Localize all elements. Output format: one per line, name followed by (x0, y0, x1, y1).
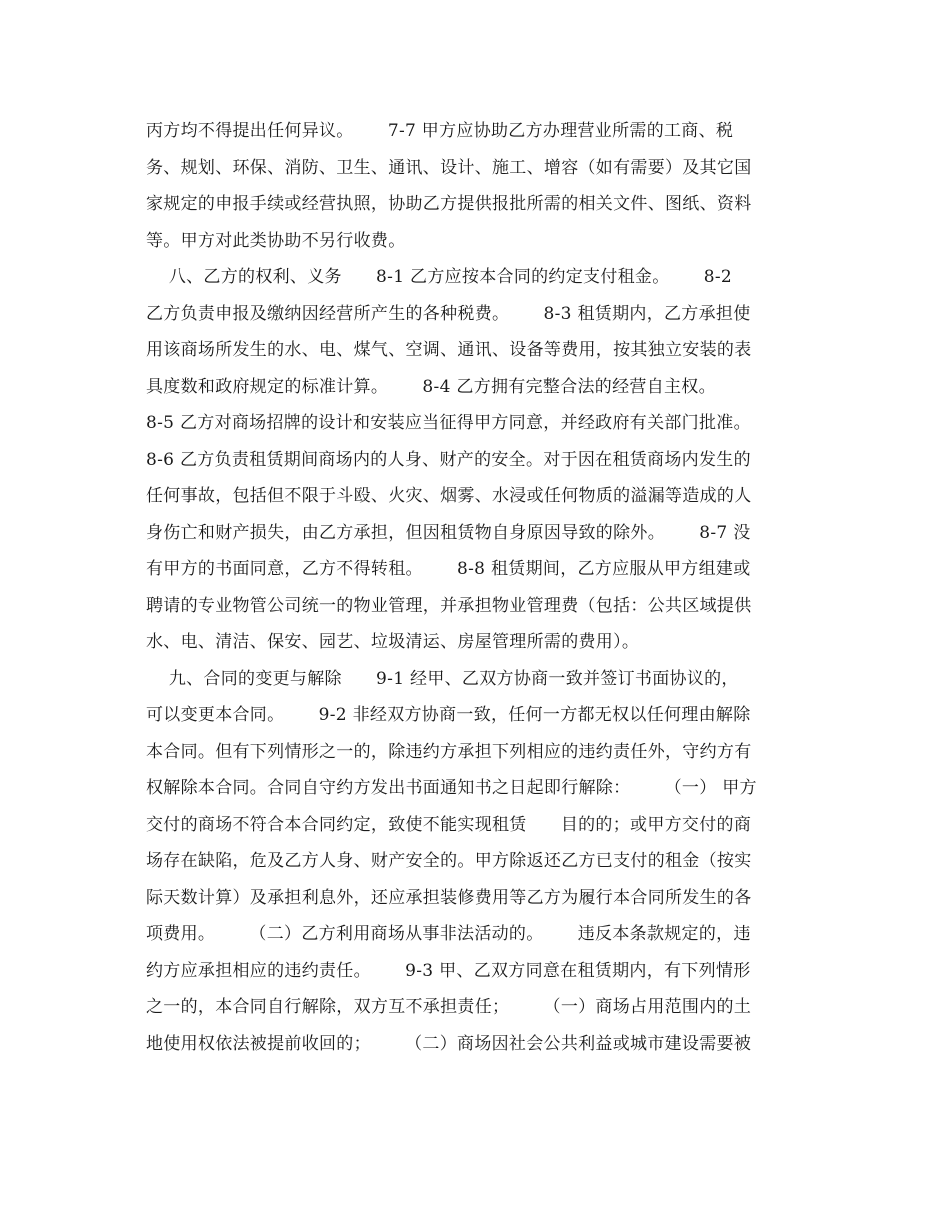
text-line: 约方应承担相应的违约责任。 9-3 甲、乙双方同意在租赁期内，有下列情形 (146, 960, 751, 981)
text-line: 身伤亡和财产损失，由乙方承担，但因租赁物自身原因导致的除外。 8-7 没 (146, 522, 751, 543)
section-9-heading-line: 九、合同的变更与解除 9-1 经甲、乙双方协商一致并签订书面协议的， (146, 668, 739, 689)
section-8-heading-line: 八、乙方的权利、义务 8-1 乙方应按本合同的约定支付租金。 8-2 (146, 267, 733, 287)
text-line: 地使用权依法被提前收回的； （二）商场因社会公共利益或城市建设需要被 (146, 1033, 752, 1054)
text-line: 交付的商场不符合本合同约定，致使不能实现租赁 目的的；或甲方交付的商 (146, 814, 752, 835)
text-line: 可以变更本合同。 9-2 非经双方协商一致，任何一方都无权以任何理由解除 (146, 705, 751, 725)
text-line: 乙方负责申报及缴纳因经营所产生的各种税费。 8-3 租赁期内，乙方承担使 (146, 303, 751, 324)
text-line: 具度数和政府规定的标准计算。 8-4 乙方拥有完整合法的经营自主权。 (146, 376, 716, 397)
text-line: 8-5 乙方对商场招牌的设计和安装应当征得甲方同意，并经政府有关部门批准。 (146, 413, 751, 433)
text-line: 项费用。 （二）乙方利用商场从事非法活动的。 违反本条款规定的，违 (146, 924, 751, 944)
text-line: 之一的，本合同自行解除，双方互不承担责任； （一）商场占用范围内的土 (146, 997, 752, 1017)
text-line: 本合同。但有下列情形之一的，除违约方承担下列相应的违约责任外，守约方有 (146, 741, 752, 762)
text-line: 家规定的申报手续或经营执照，协助乙方提供报批所需的相关文件、图纸、资料 (146, 194, 752, 214)
text-line: 聘请的专业物管公司统一的物业管理，并承担物业管理费（包括：公共区域提供 (146, 595, 752, 616)
text-line: 等。甲方对此类协助不另行收费。 (146, 230, 406, 251)
text-line: 场存在缺陷，危及乙方人身、财产安全的。甲方除返还乙方已支付的租金（按实 (146, 851, 752, 871)
text-line: 权解除本合同。合同自守约方发出书面通知书之日起即行解除： （一） 甲方 (146, 778, 757, 798)
text-line: 有甲方的书面同意，乙方不得转租。 8-8 租赁期间，乙方应服从甲方组建或 (146, 559, 751, 579)
text-line: 8-6 乙方负责租赁期间商场内的人身、财产的安全。对于因在租赁商场内发生的 (146, 449, 751, 470)
text-line: 任何事故，包括但不限于斗殴、火灾、烟雾、水浸或任何物质的溢漏等造成的人 (146, 486, 752, 506)
text-line: 水、电、清洁、保安、园艺、垃圾清运、房屋管理所需的费用）。 (146, 632, 640, 652)
text-line: 丙方均不得提出任何异议。 7-7 甲方应协助乙方办理营业所需的工商、税 (146, 121, 734, 141)
text-line: 用该商场所发生的水、电、煤气、空调、通讯、设备等费用，按其独立安装的表 (146, 340, 752, 360)
text-line: 际天数计算）及承担利息外，还应承担装修费用等乙方为履行本合同所发生的各 (146, 887, 752, 908)
contract-text-body (146, 113, 806, 1062)
text-line: 务、规划、环保、消防、卫生、通讯、设计、施工、增容（如有需要）及其它国 (146, 157, 752, 178)
